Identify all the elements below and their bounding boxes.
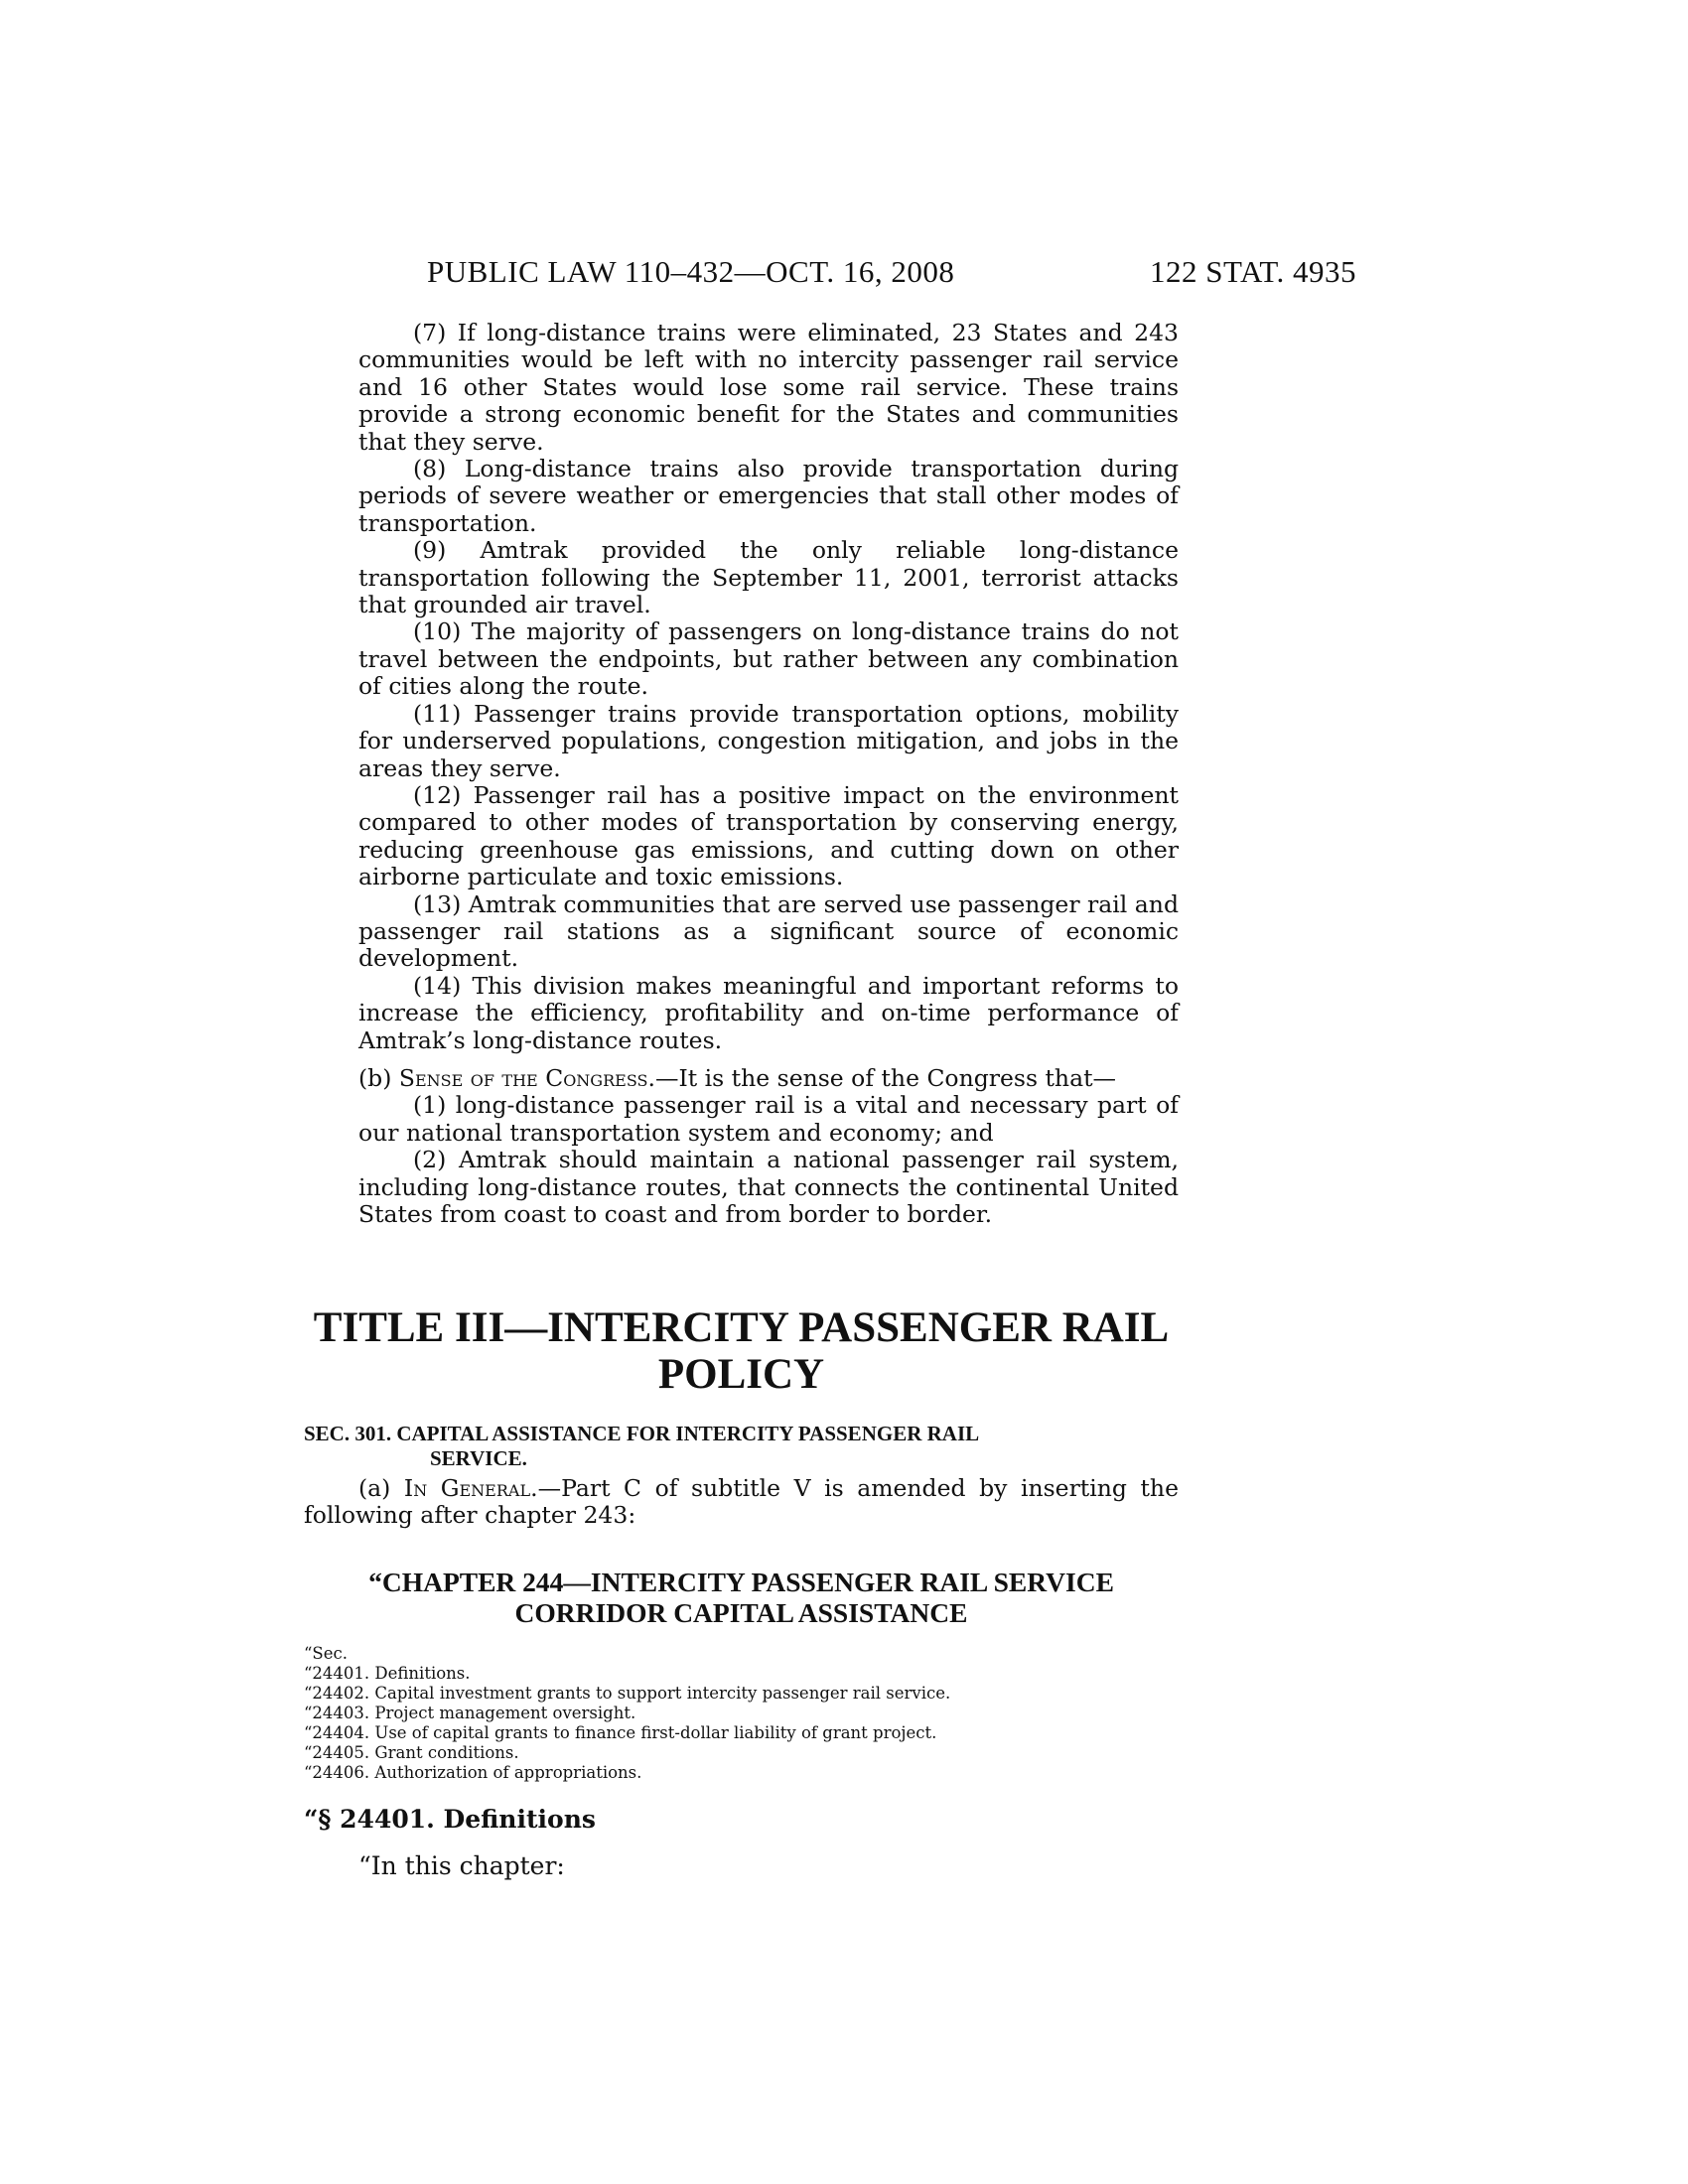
subsection-heading: In General (403, 1474, 531, 1502)
subsection-label: (a) (358, 1474, 404, 1502)
finding-paragraph: (12) Passenger rail has a positive impact on the environment compared to other modes of transportation by conserving energy, reducing greenhouse gas emissions, and cutting down on other airborne particulate and toxic emissions. (358, 780, 1179, 891)
section-heading-line: SERVICE. (430, 1446, 527, 1470)
toc-row: “Sec. (304, 1644, 348, 1663)
definitions-intro: “In this chapter: (358, 1851, 565, 1880)
finding-paragraph: (14) This division makes meaningful and important reforms to increase the efficiency, profitability and on-time performance of Amtrak’s long-distance routes. (358, 971, 1179, 1054)
sense-item: (1) long-distance passenger rail is a vital and necessary part of our national transportation system and economy; and (358, 1091, 1179, 1147)
finding-paragraph: (9) Amtrak provided the only reliable long-distance transportation following the September 11, 2001, terrorist attacks that grounded air travel. (358, 536, 1179, 619)
sense-item: (2) Amtrak should maintain a national passenger rail system, including long-distance routes, that connects the continental United States from coast to coast and from border to border. (358, 1146, 1179, 1229)
finding-paragraph: (11) Passenger trains provide transportation options, mobility for underserved populations, congestion mitigation, and jobs in the areas they serve. (358, 699, 1179, 782)
sense-of-congress (304, 1065, 1179, 1228)
toc-row: “24406. Authorization of appropriations. (304, 1763, 642, 1782)
finding-paragraph: (13) Amtrak communities that are served use passenger rail and passenger rail stations as a significant source of economic development. (358, 889, 1179, 973)
subsection-heading: Sense of the Congress (398, 1064, 648, 1092)
toc-row: “24403. Project management oversight. (304, 1704, 636, 1722)
subsection-text: .—Part C of subtitle V is amended by inserting the following after chapter 243: (304, 1474, 1179, 1530)
toc-row: “24401. Definitions. (304, 1664, 471, 1683)
sense-items (304, 1092, 1179, 1228)
sense-of-congress-intro (304, 1065, 1179, 1092)
subsection-label: (b) (358, 1064, 399, 1092)
in-general-subsection (304, 1475, 1179, 1530)
page-header (0, 254, 1688, 294)
section-heading-line: SEC. 301. CAPITAL ASSISTANCE FOR INTERCITY PASSENGER RAIL (304, 1422, 980, 1445)
toc-row: “24402. Capital investment grants to support intercity passenger rail service. (304, 1684, 951, 1703)
findings-list (358, 320, 1179, 1054)
chapter-heading: “CHAPTER 244—INTERCITY PASSENGER RAIL SERVICE CORRIDOR CAPITAL ASSISTANCE (368, 1567, 1114, 1628)
finding-paragraph: (10) The majority of passengers on long-distance trains do not travel between the endpoints, but rather between any combination of cities along the route. (358, 617, 1179, 701)
toc-row: “24405. Grant conditions. (304, 1743, 519, 1762)
finding-paragraph: (8) Long-distance trains also provide transportation during periods of severe weather or emergencies that stall other modes of transportation. (358, 455, 1179, 537)
definitions-heading: “§ 24401. Definitions (304, 1805, 596, 1834)
finding-paragraph: (7) If long-distance trains were eliminated, 23 States and 243 communities would be left with no intercity passenger rail service and 16 other States would lose some rail service. These trains provide a strong economic benefit for the States and communities that they serve. (358, 319, 1179, 456)
subsection-text: .—It is the sense of the Congress that— (647, 1064, 1117, 1092)
in-general-paragraph (304, 1475, 1179, 1530)
chapter-table-of-contents (304, 1644, 1179, 1783)
title-heading: TITLE III—INTERCITY PASSENGER RAIL POLICY (313, 1304, 1170, 1398)
section-heading (304, 1422, 1179, 1471)
running-head: PUBLIC LAW 110–432—OCT. 16, 2008 (427, 254, 955, 289)
page-number: 122 STAT. 4935 (1150, 254, 1357, 289)
toc-row: “24404. Use of capital grants to finance first-dollar liability of grant project. (304, 1723, 937, 1742)
